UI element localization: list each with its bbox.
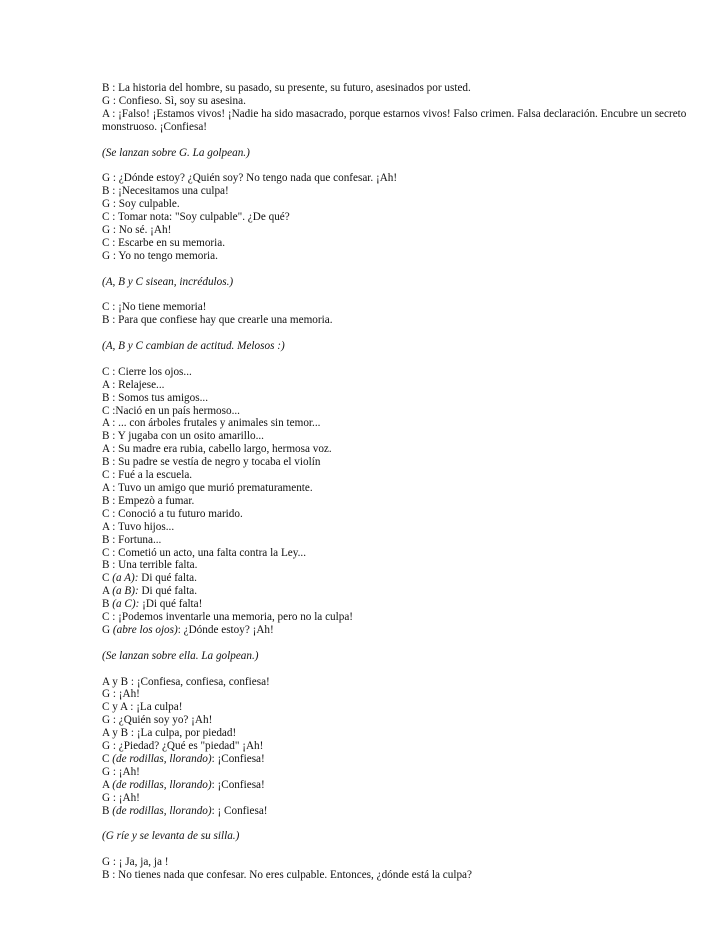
text-run: C : ¡Podemos inventarle una memoria, pero no la culpa! [102, 611, 354, 624]
italic-text: (G ríe y se levanta de su silla.) [102, 830, 240, 843]
text-run: G : ¡Ah! [102, 791, 140, 804]
document-page [102, 82, 702, 895]
dialogue-line [102, 224, 702, 237]
dialogue-line [102, 727, 702, 740]
dialogue-line [102, 211, 702, 224]
dialogue-line [102, 805, 702, 818]
dialogue-line [102, 547, 702, 560]
dialogue-block [102, 676, 702, 818]
text-run: B : Empezò a fumar. [102, 494, 195, 507]
stage-direction [102, 830, 702, 843]
text-run: B : Para que confiese hay que crearle una memoria. [102, 314, 333, 327]
text-run: G : ¿Quién soy yo? ¡Ah! [102, 714, 213, 727]
text-run: B : Fortuna... [102, 533, 162, 546]
dialogue-line [102, 779, 702, 792]
text-run: C y A : ¡La culpa! [102, 701, 183, 714]
text-run: B : No tienes nada que confesar. No eres culpable. Entonces, ¿dónde está la culpa? [102, 869, 472, 882]
dialogue-block [102, 856, 702, 882]
dialogue-line [102, 314, 702, 327]
text-run: C : Tomar nota: "Soy culpable". ¿De qué? [102, 211, 290, 224]
stage-direction-line [102, 650, 702, 663]
dialogue-line [102, 766, 702, 779]
text-run: C : ¡No tiene memoria! [102, 301, 207, 314]
dialogue-line [102, 301, 702, 314]
dialogue-line [102, 95, 702, 108]
dialogue-block [102, 82, 702, 134]
stage-direction-line [102, 830, 702, 843]
text-run: C : Cierre los ojos... [102, 365, 192, 378]
dialogue-line [102, 559, 702, 572]
text-run: C [102, 753, 113, 765]
text-run: A : Relajese... [102, 378, 165, 391]
stage-direction [102, 276, 702, 289]
dialogue-line [102, 456, 702, 469]
stage-direction-line [102, 340, 702, 353]
text-run: A : ¡Falso! ¡Estamos vivos! ¡Nadie ha sido masacrado, porque estarnos vivos! Falso crimen. Falsa declaración. Encubre un secreto monstruoso. ¡Confiesa! [102, 107, 687, 133]
italic-text: (a C): [112, 598, 140, 611]
text-run: A : Tuvo hijos... [102, 520, 175, 533]
text-run: B : Una terrible falta. [102, 559, 198, 572]
stage-direction [102, 340, 702, 353]
text-run: C [102, 572, 113, 585]
text-run: C : Fué a la escuela. [102, 469, 193, 482]
text-run: B : Su padre se vestía de negro y tocaba el violín [102, 456, 321, 469]
text-run: G : ¡ Ja, ja, ja ! [102, 856, 169, 869]
dialogue-line [102, 482, 702, 495]
dialogue-line [102, 405, 702, 418]
text-run: G : ¡Ah! [102, 765, 140, 778]
dialogue-line [102, 417, 702, 430]
dialogue-block [102, 172, 702, 262]
text-run: B : Y jugaba con un osito amarillo... [102, 430, 264, 443]
italic-text: (A, B y C sisean, incrédulos.) [102, 275, 234, 288]
dialogue-line [102, 430, 702, 443]
italic-text: (de rodillas, llorando) [112, 778, 212, 791]
italic-text: (de rodillas, llorando) [112, 753, 212, 765]
dialogue-line [102, 714, 702, 727]
stage-direction-line [102, 276, 702, 289]
italic-text: (Se lanzan sobre ella. La golpean.) [102, 649, 259, 662]
dialogue-line [102, 508, 702, 521]
italic-text: (de rodillas, llorando) [112, 804, 212, 817]
dialogue-line [102, 792, 702, 805]
italic-text: (a B): [112, 585, 139, 598]
stage-direction [102, 147, 702, 160]
text-run: G : Yo no tengo memoria. [102, 249, 218, 262]
text-run: B [102, 804, 113, 817]
dialogue-line [102, 379, 702, 392]
dialogue-line [102, 869, 702, 882]
dialogue-line [102, 585, 702, 598]
text-run: : ¿Dónde estoy? ¡Ah! [177, 623, 274, 636]
text-run: A y B : ¡Confiesa, confiesa, confiesa! [102, 675, 270, 688]
dialogue-block [102, 366, 702, 637]
text-run: B : Somos tus amigos... [102, 391, 208, 404]
dialogue-line [102, 676, 702, 689]
text-run: G : ¡Ah! [102, 688, 140, 701]
dialogue-line [102, 185, 702, 198]
text-run: : ¡Confiesa! [211, 778, 265, 791]
dialogue-line [102, 611, 702, 624]
text-run: A y B : ¡La culpa, por piedad! [102, 727, 237, 740]
text-run: B : La historia del hombre, su pasado, su presente, su futuro, asesinados por usted. [102, 82, 471, 94]
dialogue-line [102, 469, 702, 482]
dialogue-line [102, 250, 702, 263]
dialogue-line [102, 237, 702, 250]
dialogue-line [102, 495, 702, 508]
text-run: : ¡Confiesa! [211, 753, 265, 765]
dialogue-line [102, 198, 702, 211]
dialogue-block [102, 301, 702, 327]
dialogue-line [102, 701, 702, 714]
italic-text: (abre los ojos) [112, 623, 178, 636]
dialogue-line [102, 688, 702, 701]
dialogue-line [102, 392, 702, 405]
text-run: C :Nació en un país hermoso... [102, 404, 240, 417]
text-run: Di qué falta. [138, 572, 197, 585]
dialogue-line [102, 624, 702, 637]
dialogue-line [102, 598, 702, 611]
text-run: : ¡ Confiesa! [211, 804, 268, 817]
dialogue-line [102, 740, 702, 753]
text-run: A : Tuvo un amigo que murió prematuramente. [102, 482, 313, 494]
text-run: G : ¿Dónde estoy? ¿Quién soy? No tengo nada que confesar. ¡Ah! [102, 172, 398, 185]
text-run: G : ¿Piedad? ¿Qué es "piedad" ¡Ah! [102, 740, 264, 753]
text-run: A [102, 778, 113, 791]
text-run: ¡Di qué falta! [139, 598, 203, 611]
text-run: C : Cometió un acto, una falta contra la Ley... [102, 546, 307, 559]
text-run: G [102, 623, 113, 636]
dialogue-line [102, 521, 702, 534]
text-run: B [102, 598, 113, 611]
stage-direction [102, 650, 702, 663]
dialogue-line [102, 108, 702, 134]
text-run: C : Conoció a tu futuro marido. [102, 507, 243, 520]
italic-text: (Se lanzan sobre G. La golpean.) [102, 146, 250, 159]
text-run: A : Su madre era rubia, cabello largo, hermosa voz. [102, 443, 332, 456]
italic-text: (a A): [112, 572, 139, 585]
text-run: A : ... con árboles frutales y animales sin temor... [102, 417, 321, 430]
dialogue-line [102, 82, 702, 95]
text-run: Di qué falta. [138, 585, 198, 598]
text-run: G : Soy culpable. [102, 198, 180, 211]
dialogue-line [102, 366, 702, 379]
dialogue-line [102, 172, 702, 185]
text-run: A [102, 585, 113, 598]
dialogue-line [102, 856, 702, 869]
dialogue-line [102, 572, 702, 585]
dialogue-line [102, 443, 702, 456]
dialogue-line [102, 753, 702, 766]
text-run: B : ¡Necesitamos una culpa! [102, 185, 229, 198]
italic-text: (A, B y C cambian de actitud. Melosos :) [102, 340, 285, 353]
text-run: G : No sé. ¡Ah! [102, 223, 172, 236]
text-run: C : Escarbe en su memoria. [102, 236, 226, 249]
text-run: G : Confieso. Sì, soy su asesina. [102, 94, 246, 107]
stage-direction-line [102, 147, 702, 160]
dialogue-line [102, 534, 702, 547]
